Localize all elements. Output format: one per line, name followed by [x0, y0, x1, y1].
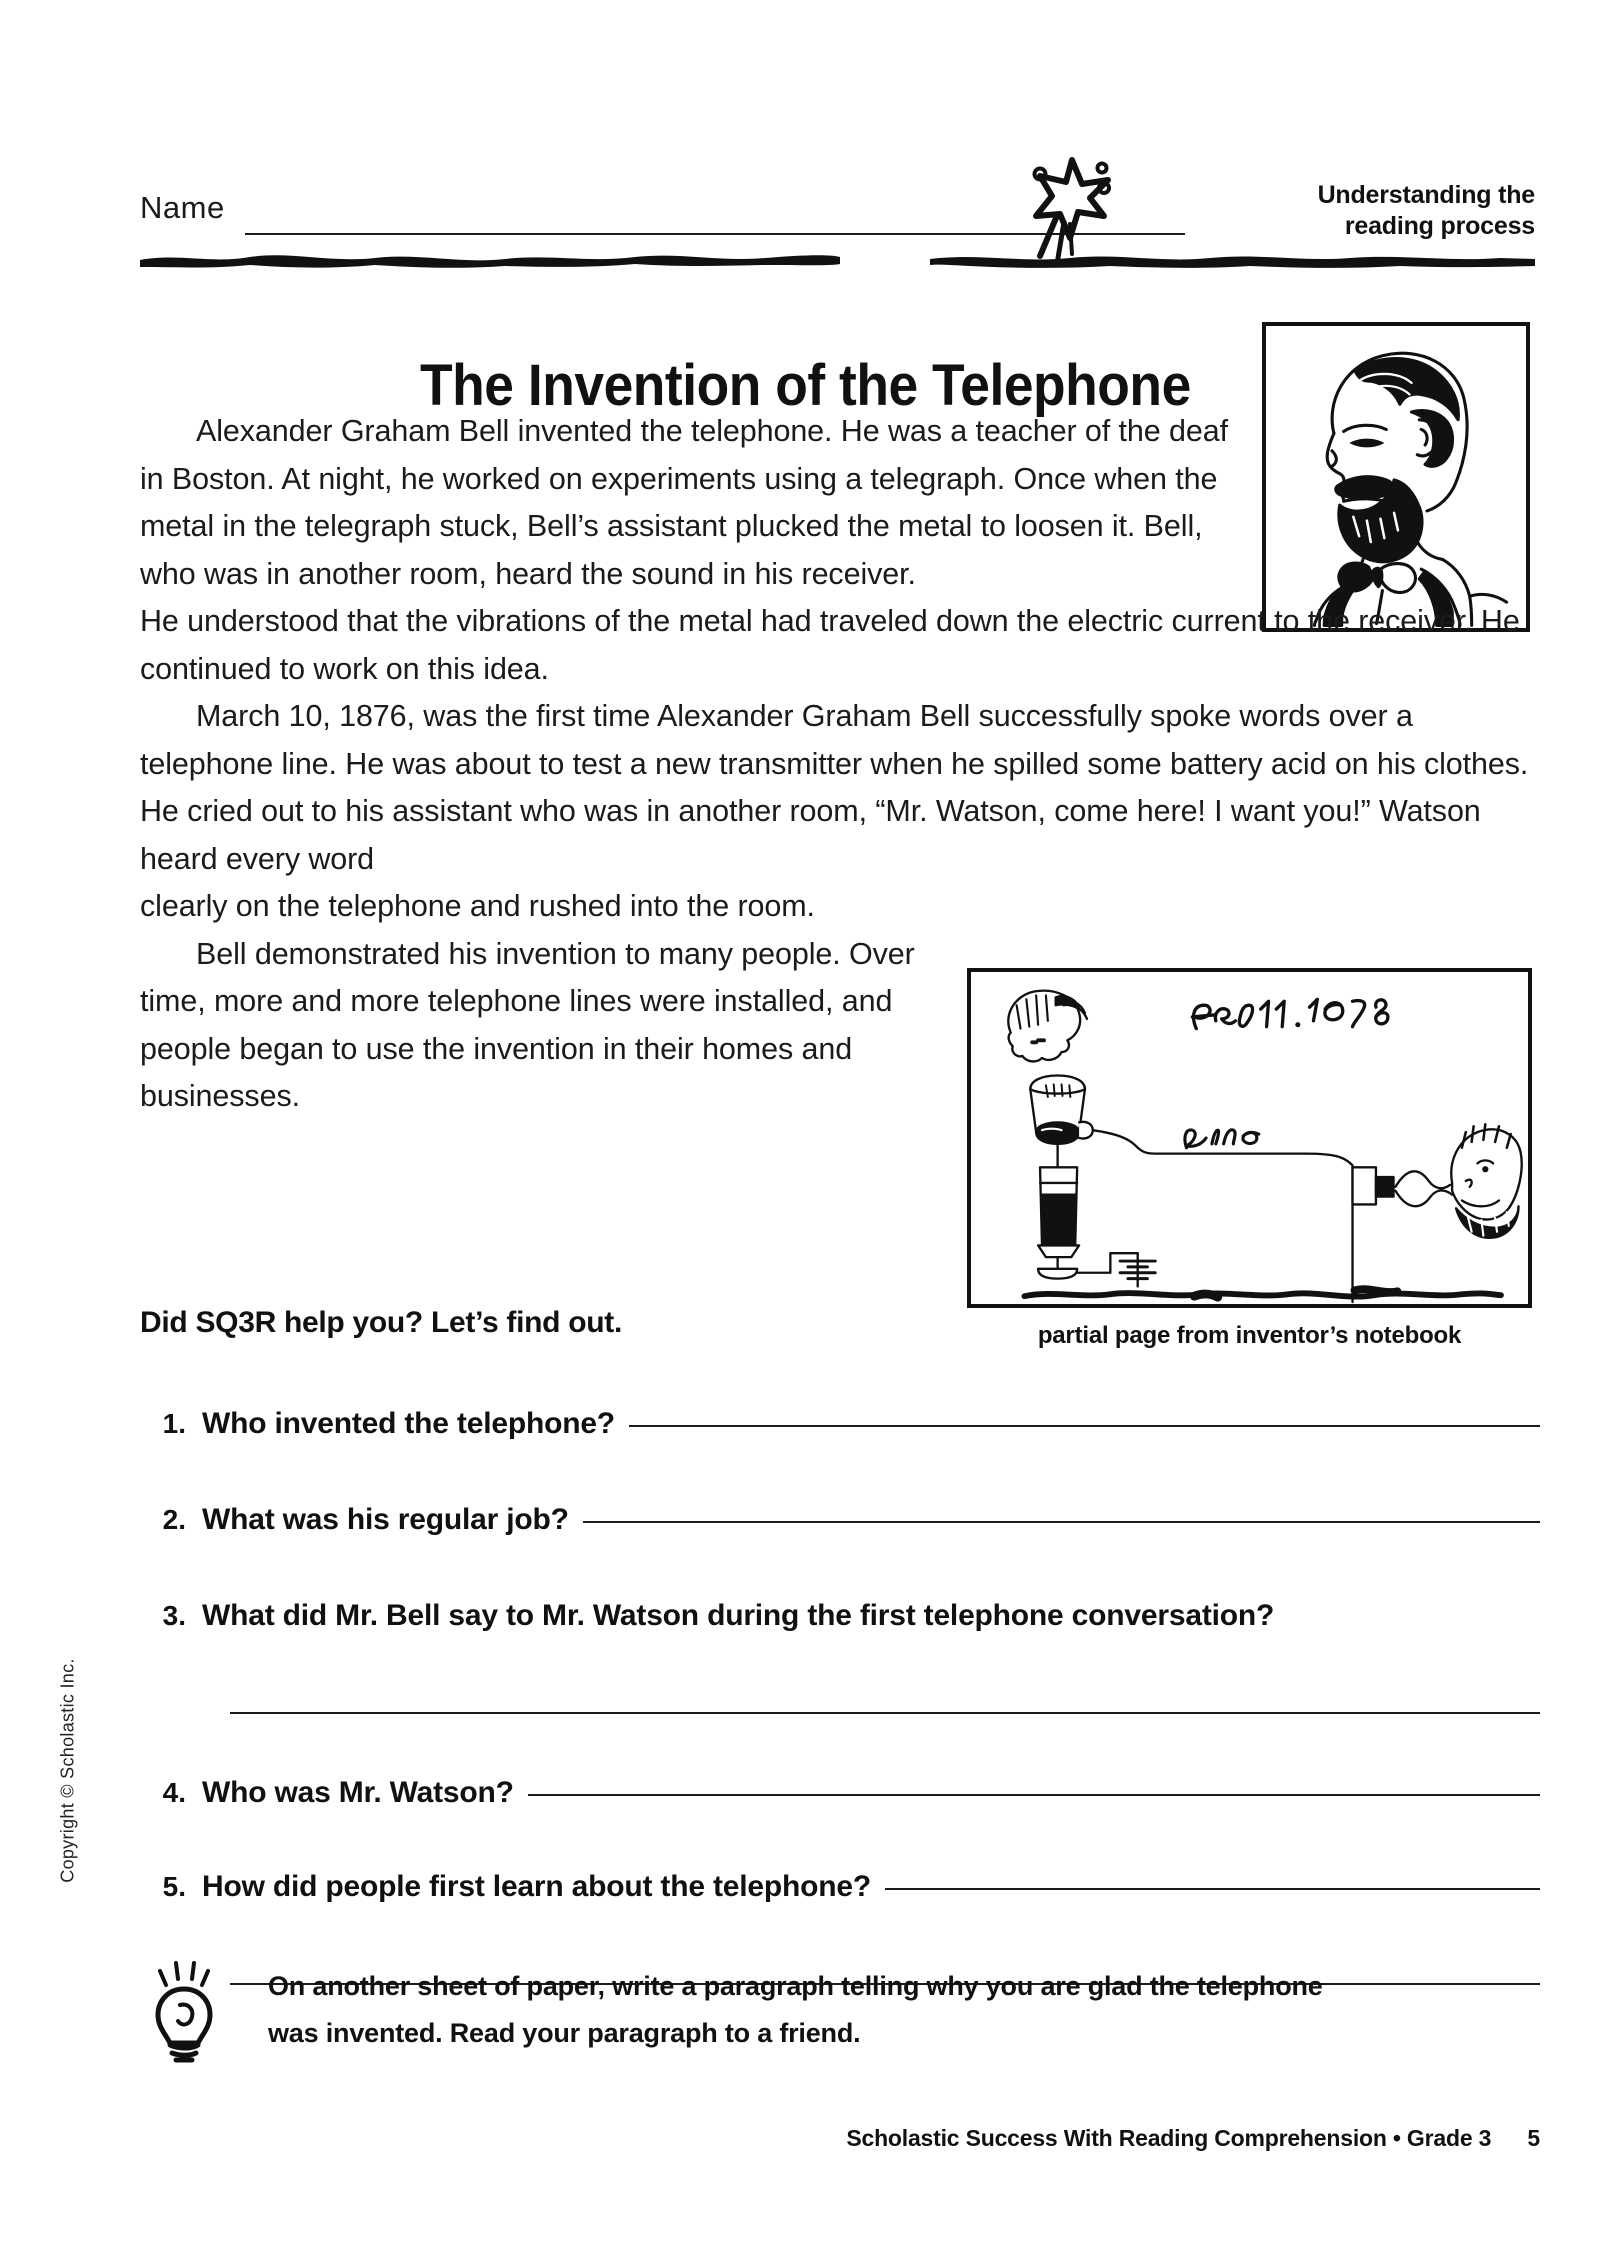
- question-text-2: What was his regular job?: [202, 1503, 569, 1536]
- question-item-3: [140, 1599, 1540, 1633]
- question-text-3: What did Mr. Bell say to Mr. Watson during the first telephone conversation?: [202, 1599, 1275, 1632]
- question-number-4: 4.: [162, 1777, 186, 1808]
- passage-paragraph-3: Bell demonstrated his invention to many people. Over time, more and more telephone lines were installed, and people began to use the invention in their homes and businesses.: [140, 936, 915, 1113]
- name-label: Name: [140, 190, 225, 225]
- question-item-5: [140, 1870, 1540, 1904]
- question-number-1: 1.: [162, 1408, 186, 1439]
- notebook-caption: partial page from inventor’s notebook: [1037, 1322, 1462, 1349]
- question-number-2: 2.: [162, 1504, 186, 1535]
- question-text-4: Who was Mr. Watson?: [202, 1776, 514, 1809]
- page-number: 5: [1527, 2125, 1540, 2151]
- question-text-1: Who invented the telephone?: [202, 1407, 615, 1440]
- question-item-2: [140, 1503, 1540, 1537]
- sq3r-prompt: Did SQ3R help you? Let’s find out.: [140, 1306, 623, 1339]
- page-title: The Invention of the Telephone: [420, 352, 1191, 418]
- questions-list: [140, 1385, 1540, 1985]
- extension-activity-text: [268, 1963, 1553, 2057]
- answer-line-2[interactable]: [583, 1520, 1540, 1523]
- skill-tagline-line1: Understanding the: [1317, 181, 1535, 209]
- page-footer: [140, 2125, 1540, 2152]
- passage-paragraph-1b: He understood that the vibrations of the metal had traveled down the electric current to the receiver. He continued to work on this idea.: [140, 604, 1520, 686]
- question-number-5: 5.: [162, 1871, 186, 1902]
- answer-line-1[interactable]: [629, 1424, 1540, 1427]
- answer-line-4[interactable]: [528, 1793, 1540, 1796]
- passage-paragraph-2b: clearly on the telephone and rushed into the room.: [140, 889, 815, 923]
- footer-series-title: Scholastic Success With Reading Comprehension • Grade 3: [846, 2125, 1492, 2151]
- answer-line-5a[interactable]: [885, 1887, 1540, 1890]
- copyright-notice: Copyright © Scholastic Inc.: [57, 1658, 78, 1883]
- lightbulb-icon: [146, 1955, 226, 2065]
- extension-line-1: On another sheet of paper, write a paragraph telling why you are glad the telephone: [268, 1971, 1323, 2001]
- extension-line-2: was invented. Read your paragraph to a friend.: [268, 2018, 861, 2048]
- star-burst-icon: [1010, 150, 1130, 260]
- passage-paragraph-2a: March 10, 1876, was the first time Alexander Graham Bell successfully spoke words over a telephone line. He was about to test a new transmitter when he spilled some battery acid on his clothes. He cried out to his assistant who was in another room, “Mr. Watson, come here! I want you!” Watson heard every word: [140, 699, 1529, 876]
- question-text-5: How did people first learn about the telephone?: [202, 1870, 871, 1903]
- question-item-1: [140, 1407, 1540, 1441]
- passage-paragraph-1a: Alexander Graham Bell invented the telephone. He was a teacher of the deaf in Boston. At night, he worked on experiments using a telegraph. Once when the metal in the telegraph stuck, Bell’s assistant plucked the metal to loosen it. Bell, who was in another room, heard the sound in his receiver.: [140, 414, 1228, 591]
- inventor-notebook-illustration: [967, 968, 1532, 1308]
- question-item-4: [140, 1776, 1540, 1810]
- skill-tagline-line2: reading process: [1344, 211, 1535, 240]
- question-number-3: 3.: [162, 1600, 186, 1631]
- skill-tagline: [1205, 180, 1535, 241]
- torn-paper-rule: [140, 248, 1535, 270]
